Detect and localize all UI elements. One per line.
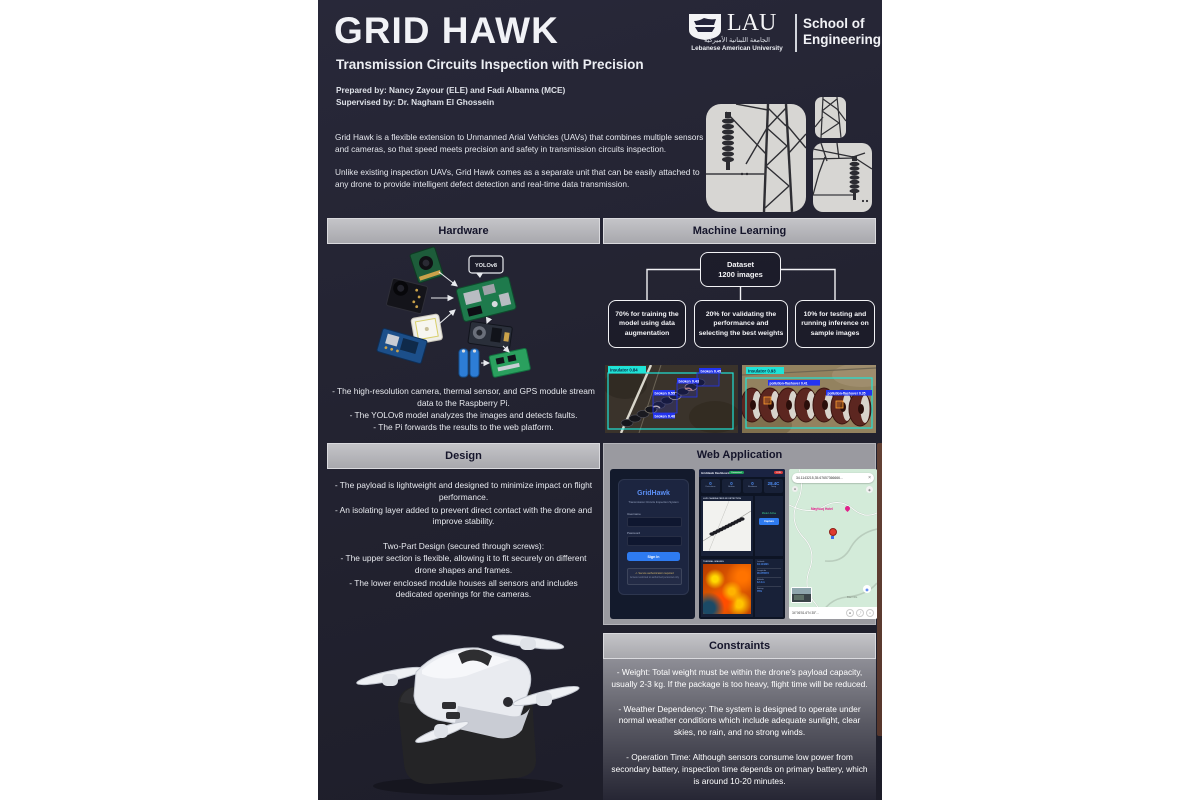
constraint-weight: - Weight: Total weight must be within the drone's payload capacity, usually 2-3 kg. If the package is too heavy, flight time will be reduced. xyxy=(611,667,868,689)
page-subtitle: Transmission Circuits Inspection with Precision xyxy=(336,57,644,72)
supervised-by: Supervised by: Dr. Nagham El Ghossein xyxy=(336,97,495,107)
ml-split-test: 10% for testing and running inference on sample images xyxy=(795,300,875,348)
rotor-rear-left xyxy=(356,664,425,688)
school-line1: School of xyxy=(803,16,865,31)
constraints-header-label: Constraints xyxy=(708,640,771,652)
dashboard-side-status: Model: Active xyxy=(761,512,777,515)
design-bullet-1: - The payload is lightweight and designed to minimize impact on flight performance. xyxy=(334,480,593,502)
tower-photo-small xyxy=(815,97,846,138)
constraints-body xyxy=(603,659,876,800)
warning-icon: ⚠ xyxy=(635,572,638,575)
row-value-1: 34.114321 xyxy=(757,563,769,566)
map-marker xyxy=(829,528,837,536)
row-value-2: 35.676573 xyxy=(757,572,769,575)
design-two-part-bullet-2: - The lower enclosed module houses all sensors and includes dedicated openings for the cameras. xyxy=(349,577,578,600)
flashover-tag-2: pollution-flashover 0.35 xyxy=(827,391,866,396)
stat-value-2: 0 xyxy=(730,481,733,486)
school-line2: Engineering xyxy=(803,32,882,47)
stat-value-4: 28.4C xyxy=(767,481,780,486)
username-input xyxy=(627,517,682,527)
username-label: Username xyxy=(627,512,641,516)
section-header-constraints xyxy=(603,633,876,659)
map-coords-text: 34°06'51.6"N 35°... xyxy=(792,611,819,615)
hardware-note-1: - The high-resolution camera, thermal sensor, and GPS module stream data to the Raspberry Pi. xyxy=(332,386,595,408)
map-search-bar xyxy=(792,473,874,483)
webapp-header: Web Application xyxy=(696,449,783,461)
dashboard-screenshot xyxy=(699,469,785,619)
row-label-1: Latitude xyxy=(757,561,765,563)
row-label-3: Altitude xyxy=(757,579,764,581)
stat-label-1: Detections xyxy=(705,486,716,488)
lau-university-name: Lebanese American University xyxy=(691,45,783,52)
yolov8-label xyxy=(469,256,503,278)
section-header-design xyxy=(327,443,600,469)
map-compass-icon: ◈ xyxy=(866,486,873,493)
stat-label-4: Temp xyxy=(770,486,777,488)
row-label-4: Battery xyxy=(757,588,764,590)
right-detection-box-label: insulator 0.93 xyxy=(748,368,776,374)
ml-split-train: 70% for training the model using data augmentation xyxy=(608,300,686,348)
dataset-line2: 1200 images xyxy=(718,269,763,279)
ml-header-label: Machine Learning xyxy=(692,225,787,237)
map-zoom-icon: ⊕ xyxy=(793,487,797,491)
map-search-close-icon: × xyxy=(868,475,871,481)
hardware-note-2: - The YOLOv8 model analyzes the images and detects faults. xyxy=(349,410,578,420)
stat-value-1: 0 xyxy=(709,481,712,486)
capture-button: Capture xyxy=(759,518,779,525)
detection-image-flashover xyxy=(742,365,876,433)
map-screenshot xyxy=(789,469,877,619)
row-value-3: 12.4 m xyxy=(757,581,765,584)
stat-label-2: Broken xyxy=(728,486,735,488)
login-app-name: GridHawk xyxy=(637,490,670,497)
broken-tag-1: broken 0.45 xyxy=(700,369,721,374)
bms-board xyxy=(489,348,531,377)
camera-panel-title: LIVE CAMERA FEED W/ DETECTION xyxy=(703,497,741,500)
design-two-part-title: Two-Part Design (secured through screws): xyxy=(382,541,545,552)
map-search-text: 34.1143215,35.67657366666... xyxy=(796,476,843,480)
row-label-2: Longitude xyxy=(757,570,767,572)
intro-paragraph-2: Unlike existing inspection UAVs, Grid Hawk comes as a separate unit that can be easily attached to any drone to provide intelligent defect detection and real-time data transmission. xyxy=(335,167,700,189)
lau-arabic: الجامعة اللبنانية الأميركية xyxy=(704,37,770,44)
left-detection-box-label: insulator 0.84 xyxy=(610,367,638,373)
broken-tag-4: broken 0.48 xyxy=(654,414,675,419)
camera-module xyxy=(410,247,444,284)
login-note-1: Secure authentication required xyxy=(638,572,674,575)
yolov8-text: YOLOv8 xyxy=(474,263,498,269)
battery-cells xyxy=(459,349,479,377)
streetview-thumbnail xyxy=(791,587,812,603)
password-label: Password xyxy=(627,531,641,535)
stat-value-3: 0 xyxy=(751,481,754,486)
login-note-2: Access restricted to authorized personnel only xyxy=(630,576,679,579)
hardware-note-3: - The Pi forwards the results to the web platform. xyxy=(373,422,554,432)
broken-tag-3: broken 0.55 xyxy=(654,391,675,396)
hardware-diagram xyxy=(327,246,600,384)
ml-split-validate: 20% for validating the performance and selecting the best weights xyxy=(694,300,788,348)
map-coords-bar xyxy=(789,607,877,619)
map-close-circle-icon: × xyxy=(866,609,874,617)
raspberry-pi xyxy=(456,276,517,322)
thermal-sensor xyxy=(386,278,428,314)
page-title: GRID HAWK xyxy=(334,10,559,51)
prepared-by: Prepared by: Nancy Zayour (ELE) and Fadi Albanna (MCE) xyxy=(336,85,566,95)
map-place-label: Mayfouq Hotel xyxy=(811,507,833,511)
connected-badge: Connected xyxy=(731,471,742,474)
drone-render xyxy=(338,610,588,798)
edge-bookmark-strip xyxy=(877,443,882,736)
section-header-ml xyxy=(603,218,876,244)
dataset-line1: Dataset xyxy=(726,260,755,269)
login-tagline: Transmission Circuits Inspection System xyxy=(628,500,679,504)
thermal-image xyxy=(703,564,751,614)
lau-acronym: LAU xyxy=(727,10,777,36)
design-bullet-2: - An isolating layer added to prevent direct contact with the drone and improve stability. xyxy=(335,504,592,527)
dashboard-title: GridHawk Dashboard xyxy=(701,471,730,475)
rotor-rear-right xyxy=(492,632,565,652)
tower-photo-medium xyxy=(813,143,872,212)
constraint-weather: - Weather Dependency: The system is designed to operate under normal weather conditions which include adequate sunlight, clear skies, no rain, and no strong winds. xyxy=(618,703,861,738)
map-marker-blue xyxy=(831,536,834,539)
ml-dataset-node xyxy=(700,252,781,287)
design-two-part-bullet-1: - The upper section is flexible, allowing it to fit securely on different drone shapes and frames. xyxy=(340,552,587,575)
flashover-tag-1: pollution-flashover 0.41 xyxy=(769,381,808,386)
tower-photo-large xyxy=(706,104,806,212)
design-header-label: Design xyxy=(445,450,482,462)
hardware-header-label: Hardware xyxy=(438,225,489,237)
broken-tag-2: broken 0.43 xyxy=(678,379,699,384)
constraint-operation-time: - Operation Time: Although sensors consume low power from secondary battery, inspection time depends on primary battery, which is around 10-20 minutes. xyxy=(611,751,868,786)
intro-paragraph-1: Grid Hawk is a flexible extension to Unmanned Arial Vehicles (UAVs) that combines multiple sensors and cameras, so that speed meets precision and safety in transmission circuits inspection. xyxy=(335,132,704,154)
sign-in-button: Sign In xyxy=(627,552,680,561)
ml-tree xyxy=(603,246,876,358)
logo-divider xyxy=(795,14,797,52)
live-badge: LIVE xyxy=(776,471,781,474)
thermal-panel-title: THERMAL IMAGING xyxy=(703,560,724,563)
row-value-4: 78% xyxy=(757,590,763,593)
password-input xyxy=(627,536,682,546)
map-share-icon: ⤴ xyxy=(856,609,864,617)
camera-feed-sketch xyxy=(703,501,751,551)
poster xyxy=(318,0,882,800)
buck-converter xyxy=(468,321,513,349)
login-note-box xyxy=(627,568,682,585)
section-header-hardware xyxy=(327,218,600,244)
stat-label-3: Flashover xyxy=(747,486,758,488)
map-save-icon: ⊕ xyxy=(846,609,854,617)
map-area-label: Blal hills xyxy=(847,595,858,599)
webapp-panel xyxy=(603,443,876,625)
my-location-button: ◉ xyxy=(863,585,871,593)
login-screenshot xyxy=(610,469,695,619)
detection-image-broken xyxy=(605,365,738,433)
